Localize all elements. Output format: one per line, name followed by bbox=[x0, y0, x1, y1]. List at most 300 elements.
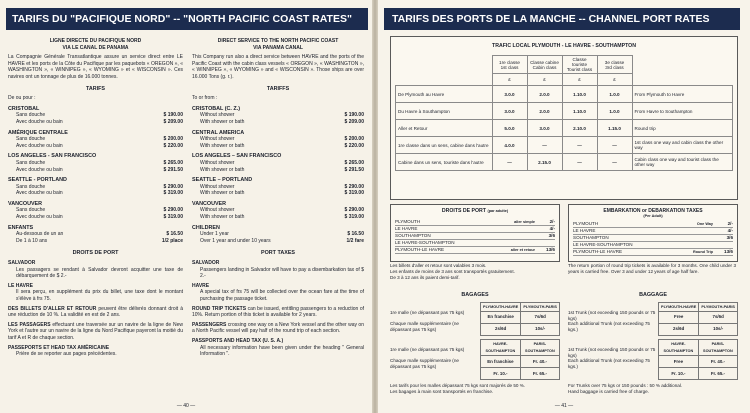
droits-note-2: Les enfants de moins de 3 ans sont transportés gratuitement. bbox=[390, 269, 515, 274]
rate-label-en: From Havre to Southampton bbox=[632, 103, 733, 120]
emb-rows bbox=[573, 221, 733, 256]
fr-fare-row bbox=[8, 136, 183, 143]
rate-value: — bbox=[597, 154, 632, 171]
class-head-en: Tourist class bbox=[566, 67, 593, 72]
en-fare-row bbox=[192, 214, 364, 221]
fr-fare-value: $ 200.00 bbox=[163, 136, 183, 143]
english-column bbox=[192, 38, 364, 358]
baggage-value: Fr. 40.- bbox=[698, 356, 737, 368]
class-head bbox=[562, 56, 597, 74]
left-page-number: — 40 — bbox=[176, 403, 196, 409]
droits-sub: (par adulte) bbox=[487, 209, 509, 213]
fr-fare-label: Avec douche ou bain bbox=[16, 166, 63, 173]
droits-note: aller simple bbox=[514, 220, 535, 224]
droits-note bbox=[475, 233, 539, 239]
fr-fare-value: $ 319.00 bbox=[163, 214, 183, 221]
currency-cell: £ bbox=[597, 74, 632, 86]
en-tariffs-heading: TARIFFS bbox=[266, 85, 290, 92]
emb-value: 3/6 bbox=[726, 235, 733, 240]
emb-title: EMBARKATION or DEBARKATION TAXES bbox=[603, 208, 703, 214]
emb-note bbox=[653, 242, 717, 248]
rate-label-en: Cabin class one way and tourist class the other way bbox=[632, 154, 733, 171]
en-fare-value: $ 290.00 bbox=[344, 207, 364, 214]
rate-label-en: Round trip bbox=[632, 120, 733, 137]
baggage-table bbox=[658, 302, 738, 337]
rate-value: — bbox=[597, 137, 632, 154]
rate-row bbox=[396, 120, 733, 137]
bagages-note-1: Les tarifs pour les malles dépassant 75 kgs sont majorés de 50 %. bbox=[390, 383, 526, 389]
fr-fare-row bbox=[8, 160, 183, 167]
droits-row bbox=[395, 247, 555, 254]
droits-port: PLYMOUTH bbox=[395, 219, 421, 224]
emb-value: 2/- bbox=[727, 221, 733, 226]
fr-fare-label: De 1 à 10 ans bbox=[16, 237, 48, 244]
fr-fare-value: $ 290.00 bbox=[163, 207, 183, 214]
baggage-section bbox=[568, 292, 738, 395]
rate-value: 2.10.0 bbox=[562, 120, 597, 137]
baggage-route-head: PLYMOUTH-PARIS bbox=[699, 302, 738, 312]
en-fare-value: $ 291.50 bbox=[344, 166, 364, 173]
emb-sub: (Per Adult) bbox=[643, 214, 663, 218]
rate-value: 2.0.0 bbox=[527, 86, 562, 103]
baggage-value-row bbox=[659, 368, 738, 380]
rate-value: 2.0.0 bbox=[527, 103, 562, 120]
rate-value: 5.0.0 bbox=[492, 120, 527, 137]
baggage-label-b: Each additional Trunk (not exceeding 75 kgs.) bbox=[568, 320, 650, 332]
bagages-value: 7s/6d bbox=[521, 312, 560, 324]
rate-label-fr: Aller et Retour bbox=[396, 120, 493, 137]
en-pass-text: crossing one way on a New York vessel and the other way on a North Pacific vessel will pay half of the round trip of each section. bbox=[192, 321, 364, 335]
baggage-block bbox=[568, 302, 738, 337]
rate-row bbox=[396, 86, 733, 103]
rate-label-fr: 1re classe dans un sens, cabine dans l'autre bbox=[396, 137, 493, 154]
en-rt-label: ROUND TRIP TICKETS bbox=[192, 305, 247, 312]
en-fare-value: $ 319.00 bbox=[344, 214, 364, 221]
fr-dest-name: VANCOUVER bbox=[8, 200, 43, 207]
en-fare-row bbox=[192, 207, 364, 214]
fr-fare-label: Avec douche ou bain bbox=[16, 118, 63, 125]
en-fare-value: $ 190.00 bbox=[344, 112, 364, 119]
droits-value bbox=[539, 240, 555, 246]
baggage-block bbox=[568, 339, 738, 380]
droits-notes bbox=[390, 263, 560, 281]
fr-dest-name: SEATTLE - PORTLAND bbox=[8, 177, 67, 184]
bagages-label-a: 1re malle (ne dépassant pas 75 kgs) bbox=[390, 309, 465, 315]
page-right bbox=[378, 0, 750, 413]
fr-fare-value: $ 209.00 bbox=[163, 118, 183, 125]
rate-label-fr: Cabine dans un sens, touriste dans l'autre bbox=[396, 154, 493, 171]
droits-port: PLYMOUTH-LE HAVRE bbox=[395, 247, 445, 252]
rate-label-en: From Plymouth to Havre bbox=[632, 86, 733, 103]
bagages-value: 2s/6d bbox=[481, 324, 521, 336]
en-title-1: DIRECT SERVICE TO THE NORTH PACIFIC COAST bbox=[217, 38, 339, 44]
fr-havre-heading: LE HAVRE bbox=[8, 282, 33, 289]
french-column bbox=[8, 38, 183, 358]
droits-note-3: De 3 à 12 ans ils paient demi-tarif. bbox=[390, 275, 460, 280]
emb-note: The return portion of round trip tickets is available for 3 months. One child under 3 years is carried free. Over 3 and under 12 years of age half fare. bbox=[568, 263, 736, 274]
port-dues-box bbox=[390, 204, 560, 262]
en-fare-row bbox=[192, 231, 364, 238]
right-banner: TARIFS DES PORTS DE LA MANCHE -- CHANNEL PORT RATES bbox=[384, 8, 740, 30]
bagages-table bbox=[480, 302, 560, 337]
embarkation-box bbox=[568, 204, 738, 262]
fr-fare-value: $ 290.00 bbox=[163, 183, 183, 190]
emb-note: Round Trip bbox=[692, 250, 713, 254]
bagages-tables bbox=[390, 302, 560, 381]
fr-fare-value: $ 291.50 bbox=[163, 166, 183, 173]
baggage-label-a: 1st Trunk (not exceeding 150 pounds or 75 kgs) bbox=[568, 309, 656, 321]
rate-row bbox=[396, 154, 733, 171]
class-head-fr: Classe touriste bbox=[571, 57, 588, 67]
class-head-fr: Classe cabine bbox=[530, 59, 559, 65]
fr-fare-label: Sans douche bbox=[16, 159, 46, 166]
class-head bbox=[492, 56, 527, 74]
bagages-value: En franchise bbox=[481, 312, 521, 324]
rate-row bbox=[396, 137, 733, 154]
currency-cell: £ bbox=[492, 74, 527, 86]
class-head bbox=[527, 56, 562, 74]
fr-title-2: VIA LE CANAL DE PANAMA bbox=[62, 44, 129, 51]
baggage-route-head: HAVRE-SOUTHAMPTON bbox=[659, 340, 699, 356]
emb-row bbox=[573, 249, 733, 256]
baggage-value: Fr. 10.- bbox=[659, 368, 699, 380]
bagages-value-row bbox=[481, 356, 560, 368]
currency-cell: £ bbox=[527, 74, 562, 86]
droits-port: SOUTHAMPTON bbox=[395, 233, 431, 238]
bagages-value-row bbox=[481, 368, 560, 380]
rate-value: — bbox=[562, 137, 597, 154]
en-headtax-heading: PASSPORTS AND HEAD TAX (U. S. A.) bbox=[192, 337, 284, 344]
fr-fare-row bbox=[8, 112, 183, 119]
fr-fare-label: Sans douche bbox=[16, 207, 46, 214]
rate-value: 1.0.0 bbox=[597, 86, 632, 103]
baggage-value: Fr. 65.- bbox=[698, 368, 737, 380]
baggage-value: 10s/- bbox=[699, 324, 738, 336]
fr-tarifs-heading: TARIFS bbox=[85, 85, 106, 92]
rate-value: — bbox=[562, 154, 597, 171]
bagages-route-head: PARIS-SOUTHAMPTON bbox=[520, 340, 559, 356]
fr-dest-name: CRISTOBAL bbox=[8, 105, 40, 112]
en-fare-value: $ 265.00 bbox=[344, 159, 364, 166]
droits-value: 2/- bbox=[549, 219, 555, 224]
en-dest-name: CENTRAL AMERICA bbox=[192, 129, 245, 136]
fr-fare-label: Avec douche ou bain bbox=[16, 190, 63, 197]
baggage-value-row bbox=[659, 356, 738, 368]
baggage-label-a: 1st Trunk (not exceeding 150 pounds or 75 kgs) bbox=[568, 347, 656, 359]
rate-value: 1.10.0 bbox=[562, 86, 597, 103]
fr-du-port: De ou pour : bbox=[8, 95, 36, 102]
droits-rows bbox=[395, 219, 555, 254]
en-fare-row bbox=[192, 167, 364, 174]
droits-title: DROITS DE PORT bbox=[441, 208, 486, 214]
bagages-route-head: PLYMOUTH-PARIS bbox=[521, 302, 560, 312]
droits-value: 3/6 bbox=[548, 233, 555, 238]
en-fare-label: Without shower bbox=[200, 159, 235, 166]
baggage-value: Free bbox=[659, 312, 699, 324]
emb-row bbox=[573, 221, 733, 228]
emb-value: 13/6 bbox=[724, 249, 733, 254]
en-rt-text: can be issued, entitling passengers to a reduction of 10%. Return portion of this ticket is available for 2 years. bbox=[192, 305, 364, 319]
emb-port: LE HAVRE-SOUTHAMPTON bbox=[573, 242, 633, 247]
en-pass-label: PASSENGERS bbox=[192, 321, 227, 328]
baggage-labels bbox=[568, 302, 658, 337]
emb-row bbox=[573, 242, 733, 249]
fr-pass-label: LES PASSAGERS bbox=[8, 321, 51, 328]
en-fare-label: Without shower bbox=[200, 112, 235, 119]
bagages-label-b: Chaque malle supplémentaire (ne dépassant pas 75 kgs) bbox=[390, 320, 459, 332]
fr-salvador-heading: SALVADOR bbox=[8, 260, 36, 267]
droits-note: aller et retour bbox=[510, 248, 535, 252]
corner-cell bbox=[396, 74, 493, 86]
traffic-title: TRAFIC LOCAL PLYMOUTH - LE HAVRE - SOUTHAMPTON bbox=[492, 43, 636, 49]
fr-fare-value: $ 265.00 bbox=[163, 159, 183, 166]
emb-port: SOUTHAMPTON bbox=[573, 235, 609, 240]
fr-fare-row bbox=[8, 184, 183, 191]
bagages-title: BAGAGES bbox=[461, 292, 489, 298]
baggage-value: Free bbox=[659, 356, 699, 368]
droits-note bbox=[475, 240, 539, 246]
fr-fare-row bbox=[8, 231, 183, 238]
page-left bbox=[0, 0, 372, 413]
fr-fare-label: Sans douche bbox=[16, 112, 46, 119]
en-salvador-heading: SALVADOR bbox=[192, 260, 220, 267]
fr-destinations bbox=[8, 106, 183, 245]
rate-value: 1.10.0 bbox=[562, 103, 597, 120]
bagages-value-row bbox=[481, 324, 560, 336]
fr-ar-text: peuvent être délivrés donnant droit à une réduction de 10 %. La validité en est de 2 ans. bbox=[8, 305, 184, 319]
en-havre-text: A special tax of frs 75 will be collected over the ocean fare at the time of purchasing the passage ticket. bbox=[200, 289, 364, 302]
baggage-labels bbox=[568, 339, 658, 380]
fr-fare-label: Au-dessous de un an bbox=[16, 231, 64, 238]
en-fare-row bbox=[192, 112, 364, 119]
baggage-title: BAGGAGE bbox=[639, 292, 667, 298]
fr-fare-row bbox=[8, 238, 183, 245]
currency-cell: £ bbox=[562, 74, 597, 86]
bagages-block bbox=[390, 302, 560, 337]
rate-row bbox=[396, 103, 733, 120]
fr-fare-label: Sans douche bbox=[16, 183, 46, 190]
baggage-head-row bbox=[659, 340, 738, 356]
en-fare-label: With shower or bath bbox=[200, 118, 245, 125]
bagages-table bbox=[480, 339, 560, 380]
bagages-route-head: PLYMOUTH-HAVRE bbox=[481, 302, 521, 312]
rate-value: — bbox=[527, 137, 562, 154]
droits-note-1: Les billets d'aller et retour sont valables 3 mois. bbox=[390, 263, 487, 268]
emb-note: One Way bbox=[696, 222, 713, 226]
en-dest-name: SEATTLE – PORTLAND bbox=[192, 177, 253, 184]
fr-passport-heading: PASSEPORTS ET HEAD TAX AMÉRICAINE bbox=[8, 344, 110, 351]
en-dest-name: VANCOUVER bbox=[192, 200, 227, 207]
bagages-labels bbox=[390, 339, 480, 380]
rate-table bbox=[395, 55, 733, 171]
fr-fare-value: $ 16.50 bbox=[166, 231, 183, 238]
en-fare-label: With shower or bath bbox=[200, 142, 245, 149]
en-fare-label: Without shower bbox=[200, 183, 235, 190]
en-fare-label: With shower or bath bbox=[200, 190, 245, 197]
baggage-route-head: PARIS-SOUTHAMPTON bbox=[698, 340, 737, 356]
droits-row bbox=[395, 226, 555, 233]
bagages-note-2: Les bagages à main sont transportés en franchise. bbox=[390, 389, 494, 395]
bagages-value-row bbox=[481, 312, 560, 324]
fr-title-1: LIGNE DIRECTE DU PACIFIQUE NORD bbox=[49, 38, 142, 44]
rate-label-en: 1st class one way and cabin class the other way bbox=[632, 137, 733, 154]
en-dest-name: CHILDREN bbox=[192, 224, 220, 231]
rate-value: 1.0.0 bbox=[597, 103, 632, 120]
fr-fare-label: Avec douche ou bain bbox=[16, 214, 63, 221]
en-fare-value: $ 200.00 bbox=[344, 136, 364, 143]
en-salvador-text: Passengers landing in Salvador will have to pay a disembarkation tax of $ 2.- bbox=[200, 266, 364, 280]
corner-cell bbox=[632, 56, 733, 74]
fr-fare-value: $ 319.00 bbox=[163, 190, 183, 197]
fr-fare-value: $ 220.00 bbox=[163, 142, 183, 149]
bagages-block bbox=[390, 339, 560, 380]
en-fare-row bbox=[192, 136, 364, 143]
emb-note bbox=[653, 235, 717, 241]
fr-droits-heading: DROITS DE PORT bbox=[72, 250, 119, 257]
droits-row bbox=[395, 240, 555, 247]
en-to-from: To or from : bbox=[192, 95, 218, 102]
en-headtax-text: All necessary information have been given under the heading " General Information ". bbox=[200, 344, 364, 358]
left-banner: TARIFS DU "PACIFIQUE NORD" -- "NORTH PACIFIC COAST RATES" bbox=[6, 8, 368, 30]
local-traffic-box bbox=[390, 36, 738, 200]
rate-value: 1.15.0 bbox=[597, 120, 632, 137]
corner-cell bbox=[632, 74, 733, 86]
fr-fare-row bbox=[8, 214, 183, 221]
right-page-number: — 41 — bbox=[554, 403, 574, 409]
bagages-value: 10s/- bbox=[521, 324, 560, 336]
en-fare-value: $ 290.00 bbox=[344, 183, 364, 190]
bagages-route-head: HAVRE-SOUTHAMPTON bbox=[481, 340, 521, 356]
en-fare-label: With shower or bath bbox=[200, 214, 245, 221]
en-fare-row bbox=[192, 190, 364, 197]
en-fare-value: $ 319.00 bbox=[344, 190, 364, 197]
bagages-label-a: 1re malle (ne dépassant pas 75 kgs) bbox=[390, 347, 465, 353]
en-fare-value: $ 209.00 bbox=[344, 118, 364, 125]
fr-fare-row bbox=[8, 167, 183, 174]
droits-value: 4/- bbox=[549, 226, 555, 231]
baggage-route-head: PLYMOUTH-HAVRE bbox=[659, 302, 699, 312]
fr-fare-value: 1/2 place bbox=[161, 237, 183, 244]
rate-value: 4.0.0 bbox=[492, 137, 527, 154]
class-head-en: Cabin class bbox=[532, 64, 557, 70]
en-fare-row bbox=[192, 238, 364, 245]
droits-row bbox=[395, 219, 555, 226]
en-fare-value: 1/2 fare bbox=[346, 237, 364, 244]
droits-port: LE HAVRE-SOUTHAMPTON bbox=[395, 240, 455, 245]
en-fare-label: Under 1 year bbox=[200, 231, 229, 238]
bagages-value: Fr. 40.- bbox=[520, 356, 559, 368]
en-fare-value: $ 220.00 bbox=[344, 142, 364, 149]
en-destinations bbox=[192, 106, 364, 245]
emb-value bbox=[717, 242, 733, 248]
en-fare-label: With shower or bath bbox=[200, 166, 245, 173]
bagages-head-row bbox=[481, 302, 560, 312]
rate-label-fr: Du Havre à Southampton bbox=[396, 103, 493, 120]
en-fare-label: Without shower bbox=[200, 207, 235, 214]
en-port-taxes-heading: PORT TAXES bbox=[260, 250, 296, 257]
en-havre-heading: HAVRE bbox=[192, 282, 210, 289]
en-fare-value: $ 16.50 bbox=[347, 231, 364, 238]
class-head-en: 3rd class bbox=[605, 64, 624, 70]
baggage-note-2: Hand baggage is carried free of charge. bbox=[568, 389, 649, 395]
droits-value: 13/6 bbox=[546, 247, 555, 252]
fr-ar-label: DES BILLETS D'ALLER ET RETOUR bbox=[8, 305, 97, 312]
en-fare-label: Without shower bbox=[200, 136, 235, 143]
bagages-label-b: Chaque malle supplémentaire (ne dépassant pas 75 kgs) bbox=[390, 358, 459, 370]
fr-fare-label: Avec douche ou bain bbox=[16, 142, 63, 149]
fr-dest-name: AMÉRIQUE CENTRALE bbox=[8, 129, 68, 136]
class-head bbox=[597, 56, 632, 74]
fr-fare-row bbox=[8, 143, 183, 150]
class-head-en: 1st class bbox=[500, 64, 519, 70]
baggage-value-row bbox=[659, 324, 738, 336]
en-fare-row bbox=[192, 160, 364, 167]
emb-row bbox=[573, 235, 733, 242]
bagages-section bbox=[390, 292, 560, 395]
baggage-value: 7s/6d bbox=[699, 312, 738, 324]
class-head-fr: 3e classe bbox=[604, 59, 625, 65]
emb-port: LE HAVRE bbox=[573, 228, 596, 233]
fr-fare-value: $ 190.00 bbox=[163, 112, 183, 119]
fr-pass-text: effectuant une traversée sur un navire de la ligne de New York et l'autre sur un navire de la ligne du Nord Pacifique payeront la moitié du tarif A et R de chaque section. bbox=[8, 321, 184, 341]
emb-note bbox=[653, 228, 717, 234]
fr-fare-row bbox=[8, 119, 183, 126]
en-dest-name: LOS ANGELES – SAN FRANCISCO bbox=[192, 153, 282, 160]
rate-value: 3.0.0 bbox=[527, 120, 562, 137]
fr-passport-text: Prière de se reporter aux pages précédentes. bbox=[16, 351, 117, 358]
fr-dest-name: ENFANTS bbox=[8, 224, 34, 231]
en-fare-row bbox=[192, 119, 364, 126]
baggage-head-row bbox=[659, 302, 738, 312]
droits-row bbox=[395, 233, 555, 240]
emb-port: PLYMOUTH bbox=[573, 221, 599, 226]
baggage-tables bbox=[568, 302, 738, 381]
baggage-value: 2s/6d bbox=[659, 324, 699, 336]
emb-port: PLYMOUTH-LE HAVRE bbox=[573, 249, 623, 254]
en-fare-row bbox=[192, 143, 364, 150]
fr-fare-row bbox=[8, 207, 183, 214]
baggage-table bbox=[658, 339, 738, 380]
en-fare-row bbox=[192, 184, 364, 191]
rate-header-row bbox=[396, 56, 733, 74]
fr-fare-label: Sans douche bbox=[16, 136, 46, 143]
rate-value: — bbox=[492, 154, 527, 171]
currency-row bbox=[396, 74, 733, 86]
baggage-label-b: Each additional Trunk (not exceeding 75 kgs.) bbox=[568, 358, 650, 370]
fr-havre-text: Il sera perçu, en supplément du prix du billet, une taxe dont le montant s'élève à frs 75. bbox=[16, 289, 183, 302]
rate-value: 2.15.0 bbox=[527, 154, 562, 171]
droits-note bbox=[475, 226, 539, 232]
en-fare-label: Over 1 year and under 10 years bbox=[200, 237, 271, 244]
emb-row bbox=[573, 228, 733, 235]
en-title-2: VIA PANAMA CANAL bbox=[253, 44, 303, 51]
rate-label-fr: De Plymouth au Havre bbox=[396, 86, 493, 103]
baggage-value-row bbox=[659, 312, 738, 324]
droits-port: LE HAVRE bbox=[395, 226, 418, 231]
class-head-fr: 1re classe bbox=[499, 59, 520, 65]
rate-value: 3.0.0 bbox=[492, 86, 527, 103]
en-dest-name: CRISTOBAL (C. Z.) bbox=[192, 105, 241, 112]
fr-salvador-text: Les passagers se rendant à Salvador devront acquitter une taxe de débarquement de $ 2.- bbox=[16, 266, 183, 280]
rate-value: 3.0.0 bbox=[492, 103, 527, 120]
fr-intro: La Compagnie Générale Transatlantique assure un service direct entre LE HAVRE et les ports de la Côte du Pacifique par les paquebots « OREGON », « WASHINGTON », « WINNIPEG », « WYOMING » et « WISCONSIN ». Ces navires ont un tonnage de plus de 16.000 tonnes. bbox=[8, 54, 183, 80]
corner-cell bbox=[396, 56, 493, 74]
bagages-value: Fr. 65.- bbox=[520, 368, 559, 380]
emb-value: 4/- bbox=[727, 228, 733, 233]
fr-dest-name: LOS ANGELES - SAN FRANCISCO bbox=[8, 153, 97, 160]
bagages-value: En franchise bbox=[481, 356, 521, 368]
bagages-head-row bbox=[481, 340, 560, 356]
